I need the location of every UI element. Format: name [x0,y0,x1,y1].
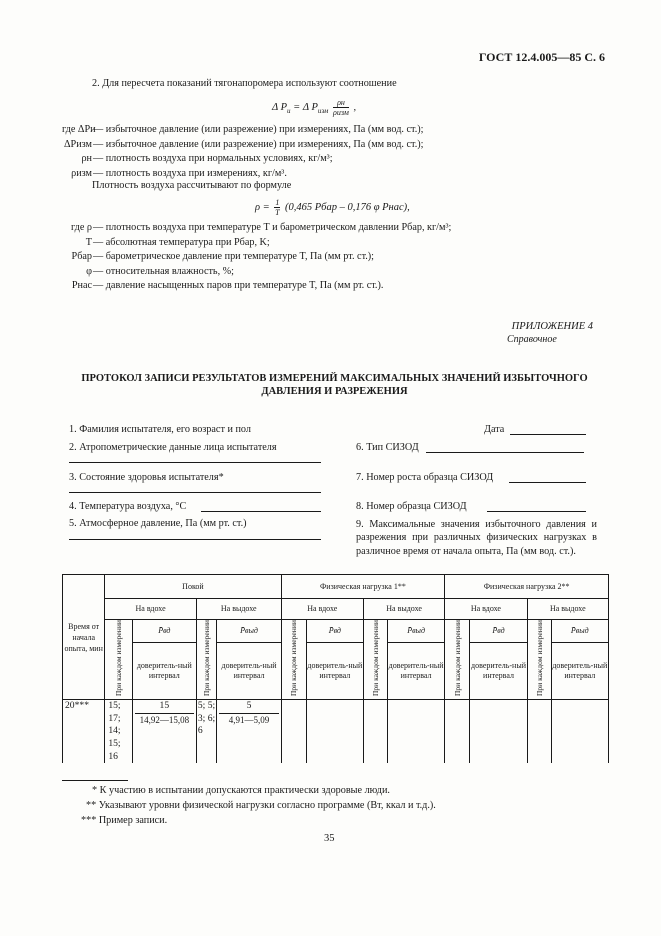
empty-cell [527,700,551,763]
density-line: Плотность воздуха рассчитывают по формуле [92,180,292,191]
definition-text: — избыточное давление (или разрежение) при измерениях, Па (мм вод. ст.); [93,138,424,150]
field-6-line[interactable] [426,452,584,453]
formula-den: ρизм [333,108,349,117]
field-5-line[interactable] [69,539,321,540]
load2-inhale-header: На вдохе [445,599,527,620]
definition-symbol: ρизм [71,167,92,179]
footnote-3: *** Пример записи. [81,815,168,826]
formula-fraction [333,98,349,117]
formula2-lhs: ρ = [255,201,273,213]
rest-inhale-each: При каждом измерении [105,620,132,700]
empty-cell [445,700,470,763]
field-2-label: 2. Атропометрические данные лица испытателя [69,442,277,453]
row-inhale-ci: 14,92—15,08 [139,714,190,725]
definition-symbol: Pбар [71,251,92,262]
definition-symbol: где ΔPи [62,124,96,135]
formula-pressure [272,98,356,117]
row-exhale-mean: 5 [219,700,278,714]
formula-num: ρн [333,98,349,108]
definition-text: — плотность воздуха при измерениях, кг/м³. [93,167,287,179]
appendix-label: ПРИЛОЖЕНИЕ 4 [511,321,593,332]
row-exhale-ci: 4,91—5,09 [228,714,270,725]
definition-symbol: ΔPизм [64,138,92,150]
field-8-line[interactable] [487,511,586,512]
footnote-rule [62,780,128,781]
group-load-2: Физическая нагрузка 2** [445,575,609,599]
field-4-line[interactable] [201,511,321,512]
definition-text: — абсолютная температура при Pбар, K; [93,236,270,248]
definition-text: — барометрическое давление при температуре T, Па (мм рт. ст.); [93,251,375,262]
formula2-fraction [274,198,280,217]
empty-cell [363,700,387,763]
field-7-line[interactable] [509,482,586,483]
definition-symbol: T [85,236,92,248]
rest-inhale-mean-header: P̄вд [132,620,196,643]
formula-tail: , [350,101,357,113]
page-header: ГОСТ 12.4.005—85 С. 6 [478,50,605,64]
formula-eq-sub: изм [317,107,329,115]
load1-inhale-each: При каждом измерении [281,620,306,700]
load1-exhale-each: При каждом измерении [363,620,387,700]
load2-exhale-header: На выдохе [527,599,608,620]
field-4-label: 4. Температура воздуха, °С [69,501,187,512]
load2-exhale-mean-header: P̄выд [551,620,608,643]
field-7-label: 7. Номер роста образца СИЗОД [356,472,494,483]
row-inhale-mean-cell [132,700,196,763]
load1-inhale-header: На вдохе [281,599,363,620]
load2-inhale-ci-header: доверитель-ный интервал [470,643,527,700]
empty-cell [281,700,306,763]
empty-cell [387,700,444,763]
field-1-label: 1. Фамилия испытателя, его возраст и пол [69,424,251,435]
load1-inhale-ci-header: доверитель-ный интервал [306,643,363,700]
load1-exhale-header: На выдохе [363,599,444,620]
empty-cell [551,700,608,763]
formula-eq: = Δ P [290,101,318,113]
formula-lhs-sub: и [287,107,291,115]
load2-exhale-each: При каждом измерении [527,620,551,700]
field-9-label: 9. Максимальные значения избыточного давления и разрежения при различных физических нагрузках в различное время от начала опыта, Па (мм вод. ст.). [356,519,597,557]
formula2-rest: (0,465 Pбар – 0,176 φ Pнас), [282,201,410,213]
row-time: 20*** [63,700,105,763]
row-inhale-values: 15; 17; 14; 15; 16 [105,700,132,763]
appendix-sub: Справочное [507,334,557,345]
group-rest: Покой [105,575,281,599]
field-3-label: 3. Состояние здоровья испытателя* [69,472,224,483]
definition-text: — избыточное давление (или разрежение) при измерениях, Па (мм вод. ст.); [93,124,424,135]
rest-inhale-header: На вдохе [105,599,197,620]
page-number: 35 [324,833,335,844]
field-2-line[interactable] [69,462,321,463]
load1-exhale-mean-header: P̄выд [387,620,444,643]
definition-text: — плотность воздуха при нормальных условиях, кг/м³; [93,153,333,164]
group-load-1: Физическая нагрузка 1** [281,575,445,599]
load2-inhale-each: При каждом измерении [445,620,470,700]
field-6-label: 6. Тип СИЗОД [356,442,419,453]
formula2-den: T [275,208,280,217]
protocol-title: ПРОТОКОЛ ЗАПИСИ РЕЗУЛЬТАТОВ ИЗМЕРЕНИЙ МАКСИМАЛЬНЫХ ЗНАЧЕНИЙ ИЗБЫТОЧНОГО ДАВЛЕНИЯ И РАЗРЕЖЕНИЯ [81,373,588,397]
rest-exhale-each: При каждом измерении [196,620,217,700]
definition-text: — давление насыщенных паров при температуре T, Па (мм рт. ст.). [93,280,384,291]
row-inhale-mean: 15 [135,700,194,714]
definition-symbol: ρн [81,153,92,164]
time-header: Время от начала опыта, мин [63,575,105,700]
protocol-table [62,574,609,763]
rest-exhale-ci-header: доверитель-ный интервал [217,643,281,700]
field-date-label: Дата [484,424,505,435]
definition-symbol: где ρ [70,222,92,233]
row-exhale-values: 5; 5; 3; 6; 6 [196,700,217,763]
rest-exhale-header: На выдохе [196,599,281,620]
load2-exhale-ci-header: доверитель-ный интервал [551,643,608,700]
footnote-1: * К участию в испытании допускаются практически здоровые люди. [92,785,390,796]
field-8-label: 8. Номер образца СИЗОД [356,501,467,512]
field-date-line[interactable] [510,434,586,435]
definition-symbol: Pнас [71,280,92,291]
footnote-2: ** Указывают уровни физической нагрузки согласно программе (Вт, ккал и т.д.). [86,800,436,811]
empty-cell [470,700,527,763]
load1-exhale-ci-header: доверитель-ный интервал [387,643,444,700]
field-5-label: 5. Атмосферное давление, Па (мм рт. ст.) [69,518,247,529]
definition-text: — плотность воздуха при температуре T и барометрическом давлении Pбар, кг/м³; [93,222,452,233]
row-exhale-mean-cell [217,700,281,763]
formula-lhs: Δ P [272,101,288,113]
formula2-num: 1 [275,198,280,207]
load2-inhale-mean-header: P̄вд [470,620,527,643]
rest-exhale-mean-header: P̄выд [217,620,281,643]
paragraph-2: 2. Для пересчета показаний тягонапоромера используют соотношение [92,78,397,89]
formula-density [255,198,410,217]
definition-text: — относительная влажность, %; [93,265,234,277]
field-3-line[interactable] [69,492,321,493]
rest-inhale-ci-header: доверитель-ный интервал [132,643,196,700]
load1-inhale-mean-header: P̄вд [306,620,363,643]
empty-cell [306,700,363,763]
definition-symbol: φ [86,265,92,277]
